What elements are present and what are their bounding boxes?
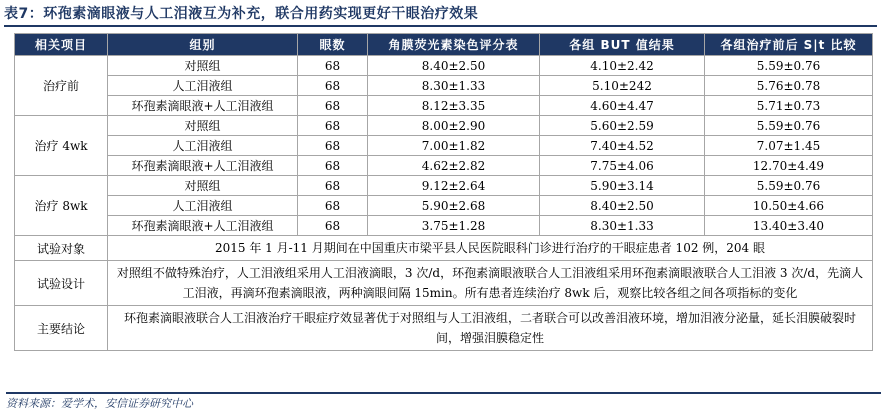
period-label: 治疗 8wk: [15, 176, 108, 236]
eyes-cell: 68: [298, 176, 368, 196]
eyes-cell: 68: [298, 116, 368, 136]
group-cell: 环孢素滴眼液+人工泪液组: [108, 156, 298, 176]
subject-row: [15, 236, 873, 261]
results-table: [14, 33, 873, 351]
group-cell: 对照组: [108, 56, 298, 76]
design-label: 试验设计: [15, 261, 108, 306]
score-cell: 8.30±1.33: [368, 76, 540, 96]
header-but: 各组 BUT 值结果: [540, 34, 705, 56]
subject-text: 2015 年 1 月-11 月期间在中国重庆市梁平县人民医院眼科门诊进行治疗的干眼症患者 102 例，204 眼: [108, 236, 873, 261]
table-row: [15, 156, 873, 176]
st-cell: 13.40±3.40: [705, 216, 873, 236]
eyes-cell: 68: [298, 216, 368, 236]
group-cell: 环孢素滴眼液+人工泪液组: [108, 216, 298, 236]
table-row: [15, 196, 873, 216]
table-row: [15, 96, 873, 116]
st-cell: 5.59±0.76: [705, 176, 873, 196]
but-cell: 5.90±3.14: [540, 176, 705, 196]
table-row: [15, 56, 873, 76]
but-cell: 8.40±2.50: [540, 196, 705, 216]
but-cell: 4.10±2.42: [540, 56, 705, 76]
header-eyes: 眼数: [298, 34, 368, 56]
group-cell: 对照组: [108, 176, 298, 196]
period-label: 治疗前: [15, 56, 108, 116]
table-row: [15, 116, 873, 136]
st-cell: 12.70±4.49: [705, 156, 873, 176]
eyes-cell: 68: [298, 96, 368, 116]
score-cell: 7.00±1.82: [368, 136, 540, 156]
conclusion-row: [15, 306, 873, 351]
table-title: 表7：环孢素滴眼液与人工泪液互为补充，联合用药实现更好干眼治疗效果: [4, 3, 877, 27]
header-row: [15, 34, 873, 56]
source-note: 资料来源：爱学术，安信证券研究中心: [6, 392, 881, 412]
table-row: [15, 76, 873, 96]
eyes-cell: 68: [298, 56, 368, 76]
score-cell: 4.62±2.82: [368, 156, 540, 176]
table-row: [15, 216, 873, 236]
eyes-cell: 68: [298, 196, 368, 216]
subject-label: 试验对象: [15, 236, 108, 261]
but-cell: 5.60±2.59: [540, 116, 705, 136]
table-row: [15, 176, 873, 196]
group-cell: 环孢素滴眼液+人工泪液组: [108, 96, 298, 116]
score-cell: 3.75±1.28: [368, 216, 540, 236]
st-cell: 5.76±0.78: [705, 76, 873, 96]
period-label: 治疗 4wk: [15, 116, 108, 176]
header-group: 组别: [108, 34, 298, 56]
but-cell: 7.40±4.52: [540, 136, 705, 156]
score-cell: 5.90±2.68: [368, 196, 540, 216]
st-cell: 5.59±0.76: [705, 56, 873, 76]
but-cell: 5.10±242: [540, 76, 705, 96]
score-cell: 9.12±2.64: [368, 176, 540, 196]
table-row: [15, 136, 873, 156]
eyes-cell: 68: [298, 136, 368, 156]
group-cell: 人工泪液组: [108, 196, 298, 216]
design-text: 对照组不做特殊治疗，人工泪液组采用人工泪液滴眼，3 次/d，环孢素滴眼液联合人工泪液组采用环孢素滴眼液联合人工泪液 3 次/d，先滴人工泪液，再滴环孢素滴眼液，两种滴眼间隔 15min。所有患者连续治疗 8wk 后，观察比较各组之间各项指标的变化: [108, 261, 873, 306]
but-cell: 4.60±4.47: [540, 96, 705, 116]
but-cell: 7.75±4.06: [540, 156, 705, 176]
conclusion-label: 主要结论: [15, 306, 108, 351]
but-cell: 8.30±1.33: [540, 216, 705, 236]
eyes-cell: 68: [298, 76, 368, 96]
st-cell: 5.71±0.73: [705, 96, 873, 116]
score-cell: 8.12±3.35: [368, 96, 540, 116]
group-cell: 对照组: [108, 116, 298, 136]
conclusion-text: 环孢素滴眼液联合人工泪液治疗干眼症疗效显著优于对照组与人工泪液组，二者联合可以改善泪液环境，增加泪液分泌量，延长泪膜破裂时间，增强泪膜稳定性: [108, 306, 873, 351]
st-cell: 10.50±4.66: [705, 196, 873, 216]
design-row: [15, 261, 873, 306]
header-item: 相关项目: [15, 34, 108, 56]
eyes-cell: 68: [298, 156, 368, 176]
header-score: 角膜荧光素染色评分表: [368, 34, 540, 56]
st-cell: 5.59±0.76: [705, 116, 873, 136]
header-st: 各组治疗前后 S|t 比较: [705, 34, 873, 56]
st-cell: 7.07±1.45: [705, 136, 873, 156]
score-cell: 8.00±2.90: [368, 116, 540, 136]
group-cell: 人工泪液组: [108, 136, 298, 156]
group-cell: 人工泪液组: [108, 76, 298, 96]
score-cell: 8.40±2.50: [368, 56, 540, 76]
